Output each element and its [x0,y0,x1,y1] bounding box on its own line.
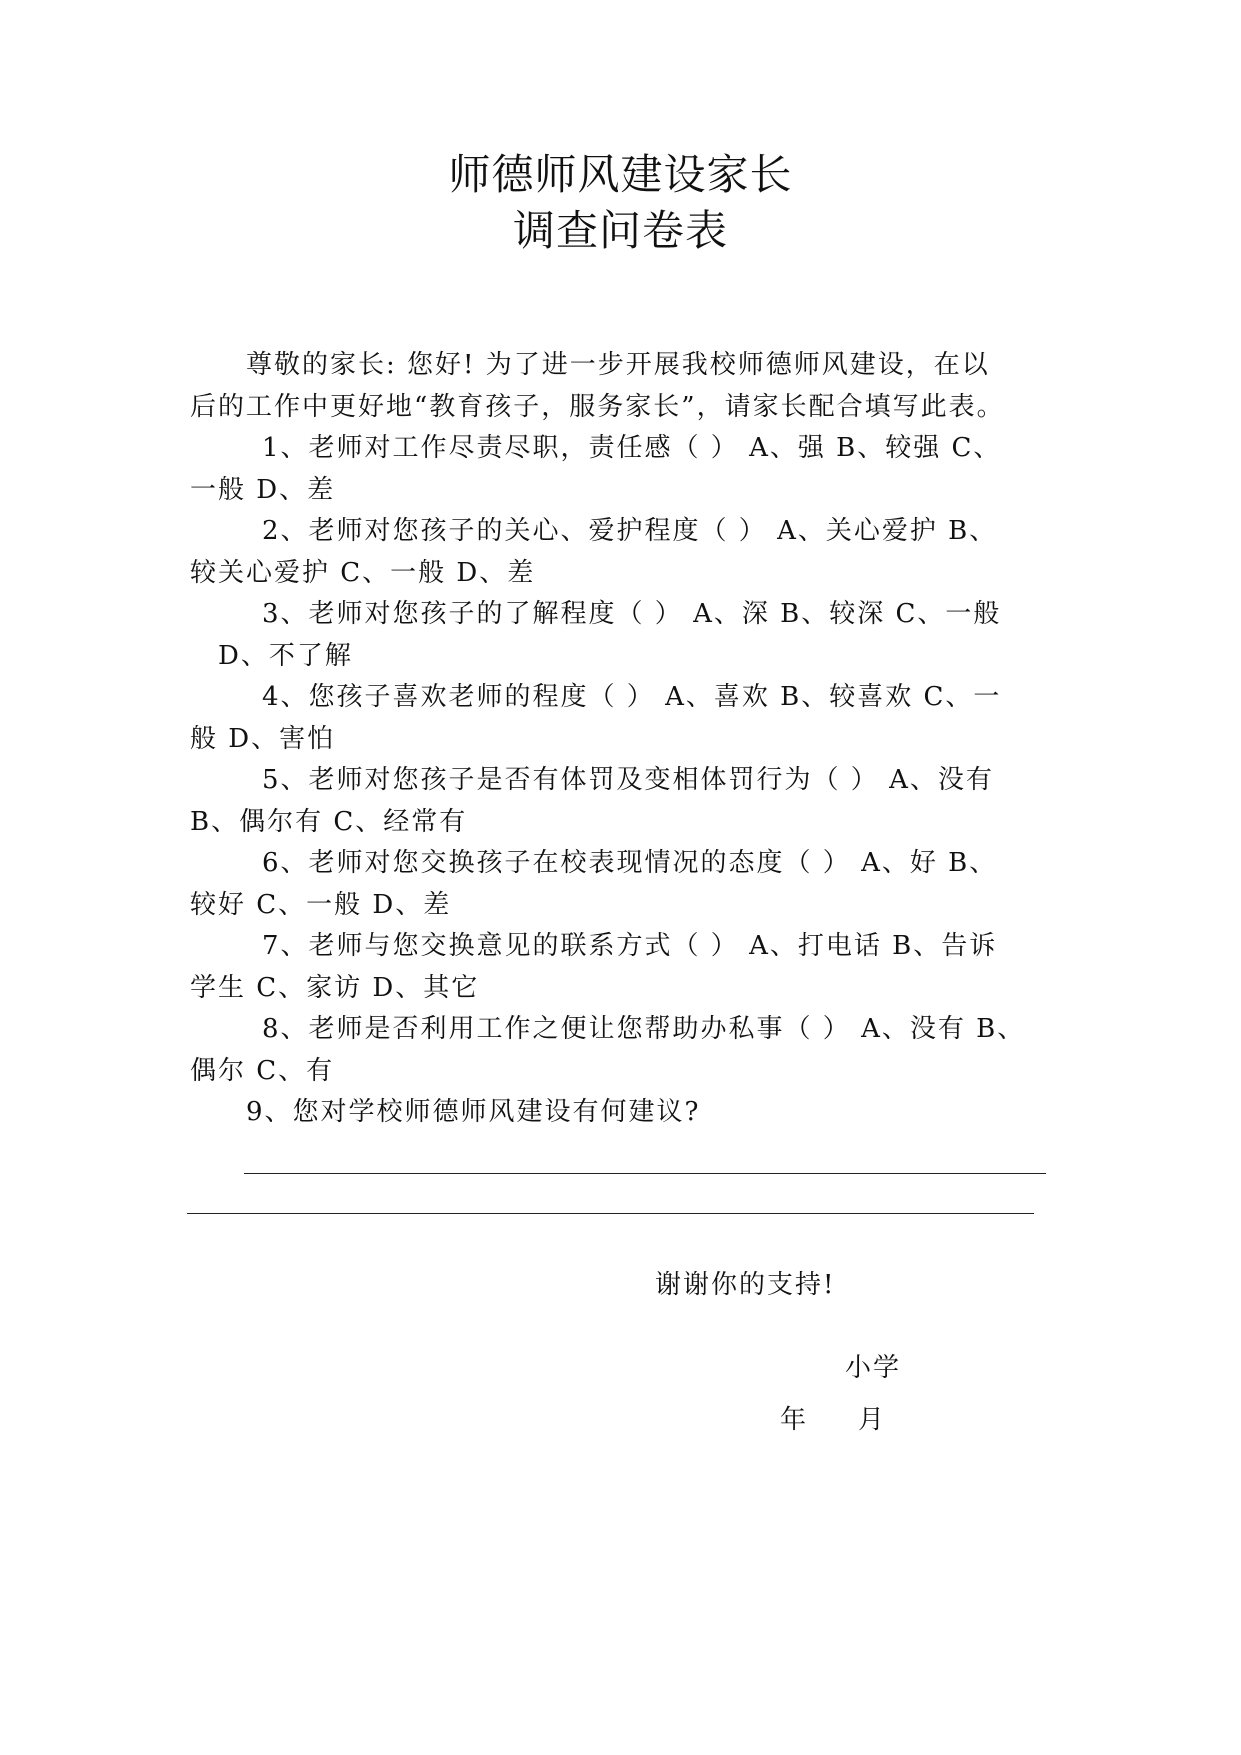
question-6-line-2: 较好 C、一般 D、差 [190,889,452,920]
answer-line-1[interactable] [244,1173,1046,1174]
thanks-text: 谢谢你的支持! [655,1270,836,1300]
question-7-line-1: 7、老师与您交换意见的联系方式（ ） A、打电话 B、告诉 [262,931,998,961]
question-5-line-1: 5、老师对您孩子是否有体罚及变相体罚行为（ ） A、没有 [262,765,994,795]
question-3-line-1: 3、老师对您孩子的了解程度（ ） A、深 B、较深 C、一般 [262,599,1002,629]
answer-line-2[interactable] [187,1213,1034,1214]
question-9: 9、您对学校师德师风建设有何建议? [246,1097,701,1127]
month-label: 月 [858,1405,887,1435]
question-1-line-1: 1、老师对工作尽责尽职，责任感（ ） A、强 B、较强 C、 [262,433,1002,463]
question-8-line-2: 偶尔 C、有 [190,1055,335,1086]
document-title-line-2: 调查问卷表 [512,206,728,255]
year-label: 年 [780,1405,809,1435]
question-5-line-2: B、偶尔有 C、经常有 [190,806,468,837]
question-3-line-2: D、不了解 [218,640,353,671]
question-8-line-1: 8、老师是否利用工作之便让您帮助办私事（ ） A、没有 B、 [262,1014,1026,1044]
questionnaire-body [190,345,1070,1134]
question-7-line-2: 学生 C、家访 D、其它 [190,972,480,1003]
date-field [780,1403,886,1437]
question-2-line-1: 2、老师对您孩子的关心、爱护程度（ ） A、关心爱护 B、 [262,516,998,546]
question-4-line-1: 4、您孩子喜欢老师的程度（ ） A、喜欢 B、较喜欢 C、一 [262,682,1002,712]
intro-line-2: 后的工作中更好地“教育孩子，服务家长”，请家长配合填写此表。 [190,391,1005,422]
school-label: 小学 [845,1353,902,1383]
intro-line-1: 尊敬的家长: 您好! 为了进一步开展我校师德师风建设，在以 [246,350,990,380]
question-4-line-2: 般 D、害怕 [190,723,336,754]
question-1-line-2: 一般 D、差 [190,474,336,505]
document-title-line-1: 师德师风建设家长 [448,150,793,199]
question-6-line-1: 6、老师对您交换孩子在校表现情况的态度（ ） A、好 B、 [262,848,998,878]
question-2-line-2: 较关心爱护 C、一般 D、差 [190,557,536,588]
